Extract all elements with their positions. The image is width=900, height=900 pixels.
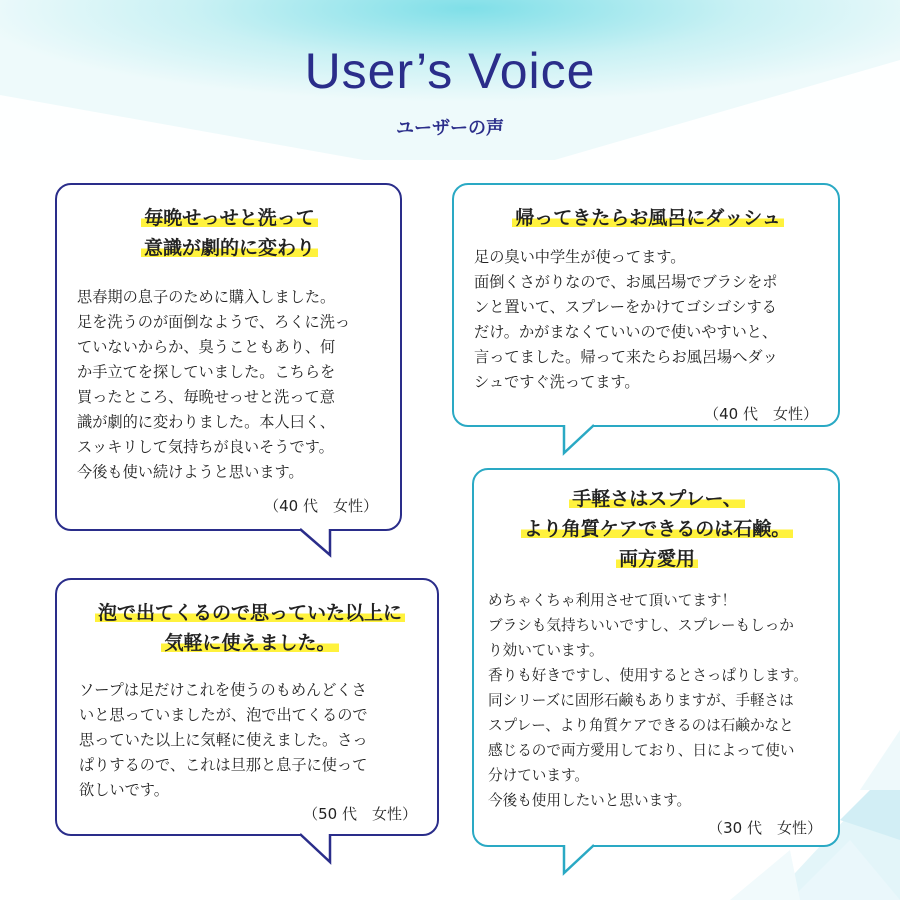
- review-body: めちゃくちゃ利用させて頂いてます！ ブラシも気持ちいいですし、スプレーもしっか り効いています。 香りも好きですし、使用するとさっぱりします。 同シリーズに固形石鹸もありますが、手軽さは スプレー、より角質ケアできるのは石鹸かなと 感じるので両方愛用しており、日によって使い 分けています。 今後も使用したいと思います。: [488, 592, 808, 809]
- review-body: ソープは足だけこれを使うのもめんどくさ いと思っていましたが、泡で出てくるので 思っていた以上に気軽に使えました。さっ ぱりするので、これは旦那と息子に使って 欲しいです。: [79, 681, 368, 799]
- page-subtitle: ユーザーの声: [396, 118, 504, 139]
- review-heading: 泡で出てくるので思っていた以上に 気軽に使えました。: [79, 598, 421, 658]
- review-heading: 手軽さはスプレー、 より角質ケアできるのは石鹸。 両方愛用: [488, 484, 826, 574]
- speech-bubble-tail: [298, 832, 338, 866]
- review-card-1: [55, 183, 402, 531]
- review-body: 足の臭い中学生が使ってます。 面倒くさがりなので、お風呂場でブラシをポ ンと置いて、スプレーをかけてゴシゴシする だけ。かがまなくていいので使いやすいと、 言ってました。帰って来たらお風呂場へダッ シュですぐ洗ってます。: [474, 248, 778, 391]
- review-card-2: [452, 183, 840, 427]
- review-body: 思春期の息子のために購入しました。 足を洗うのが面倒なようで、ろくに洗っ ていないからか、臭うこともあり、何 か手立てを探していました。こちらを 買ったところ、毎晩せっせと洗って意 識が劇的に変わりました。本人曰く、 スッキリして気持ちが良いそうです。 今後も使い続けようと思います。: [77, 288, 351, 481]
- review-card-4: [472, 468, 840, 847]
- page-title: User’s Voice: [304, 43, 596, 99]
- review-heading: 帰ってきたらお風呂にダッシュ: [474, 203, 822, 233]
- reviewer-age-gender: （50 代 女性）: [303, 805, 417, 823]
- review-heading: 毎晩せっせと洗って 意識が劇的に変わり: [77, 203, 382, 263]
- speech-bubble-tail: [560, 843, 600, 877]
- reviewer-age-gender: （30 代 女性）: [708, 819, 822, 837]
- reviewer-age-gender: （40 代 女性）: [704, 405, 818, 423]
- review-card-3: [55, 578, 439, 836]
- reviewer-age-gender: （40 代 女性）: [264, 497, 378, 515]
- speech-bubble-tail: [298, 527, 338, 559]
- speech-bubble-tail: [560, 423, 600, 457]
